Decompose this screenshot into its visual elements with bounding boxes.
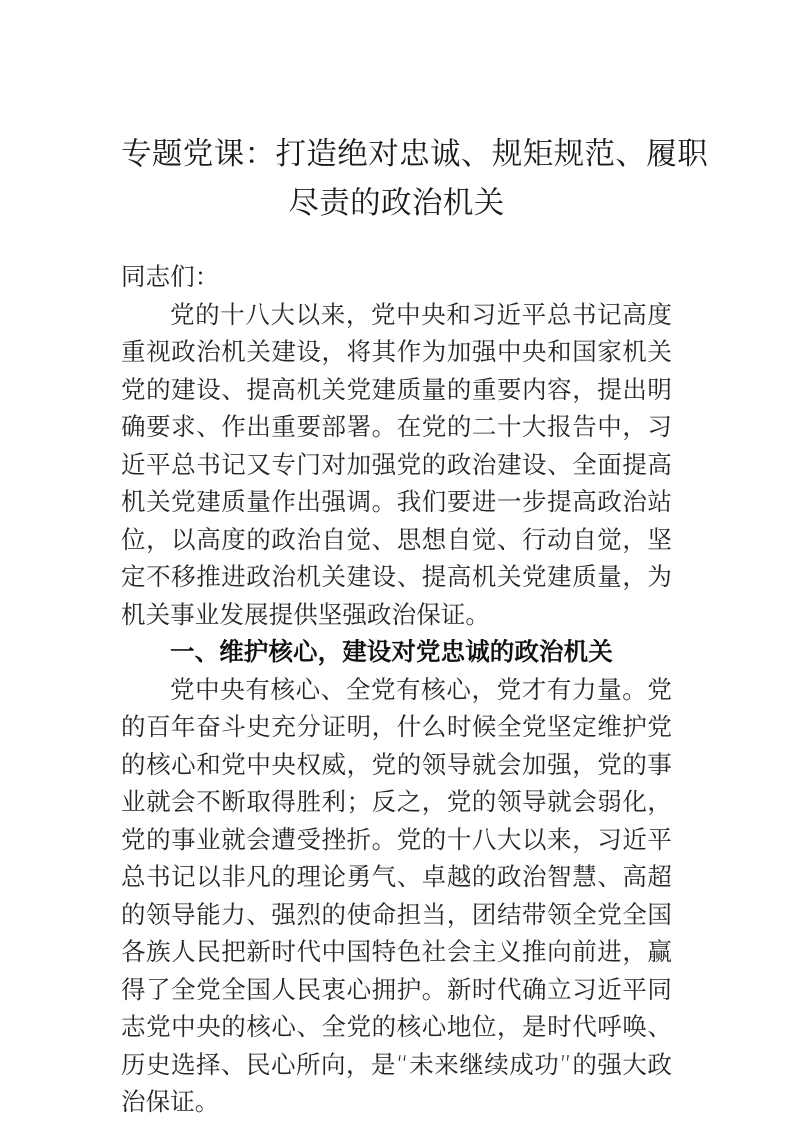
body-paragraph-2: 党中央有核心、全党有核心，党才有力量。党的百年奋斗史充分证明，什么时候全党坚定维护党的核心和党中央权威，党的领导就会加强，党的事业就会不断取得胜利；反之，党的领导就会弱化，党的事业就会遭受挫折。党的十八大以来，习近平总书记以非凡的理论勇气、卓越的政治智慧、高超的领导能力、强烈的使命担当，团结带领全党全国各族人民把新时代中国特色社会主义推向前进，赢得了全党全国人民衷心拥护。新时代确立习近平同志党中央的核心、全党的核心地位，是时代呼唤、历史选择、民心所向，是“未来继续成功”的强大政治保证。: [121, 674, 672, 1116]
body-paragraph-1: 党的十八大以来，党中央和习近平总书记高度重视政治机关建设，将其作为加强中央和国家机关党的建设、提高机关党建质量的重要内容，提出明确要求、作出重要部署。在党的二十大报告中，习近平总书记又专门对加强党的政治建设、全面提高机关党建质量作出强调。我们要进一步提高政治站位，以高度的政治自觉、思想自觉、行动自觉，坚定不移推进政治机关建设、提高机关党建质量，为机关事业发展提供坚强政治保证。: [121, 299, 672, 629]
document-content: [121, 130, 709, 1121]
page-title-line-1: 专题党课：打造绝对忠诚、规矩规范、履职: [121, 137, 709, 172]
page-title-line-2: 尽责的政治机关: [288, 186, 505, 221]
section-heading-1: 一、维护核心，建设对党忠诚的政治机关: [170, 637, 613, 666]
salutation: 同志们：: [121, 262, 220, 291]
page-title: [121, 130, 709, 228]
